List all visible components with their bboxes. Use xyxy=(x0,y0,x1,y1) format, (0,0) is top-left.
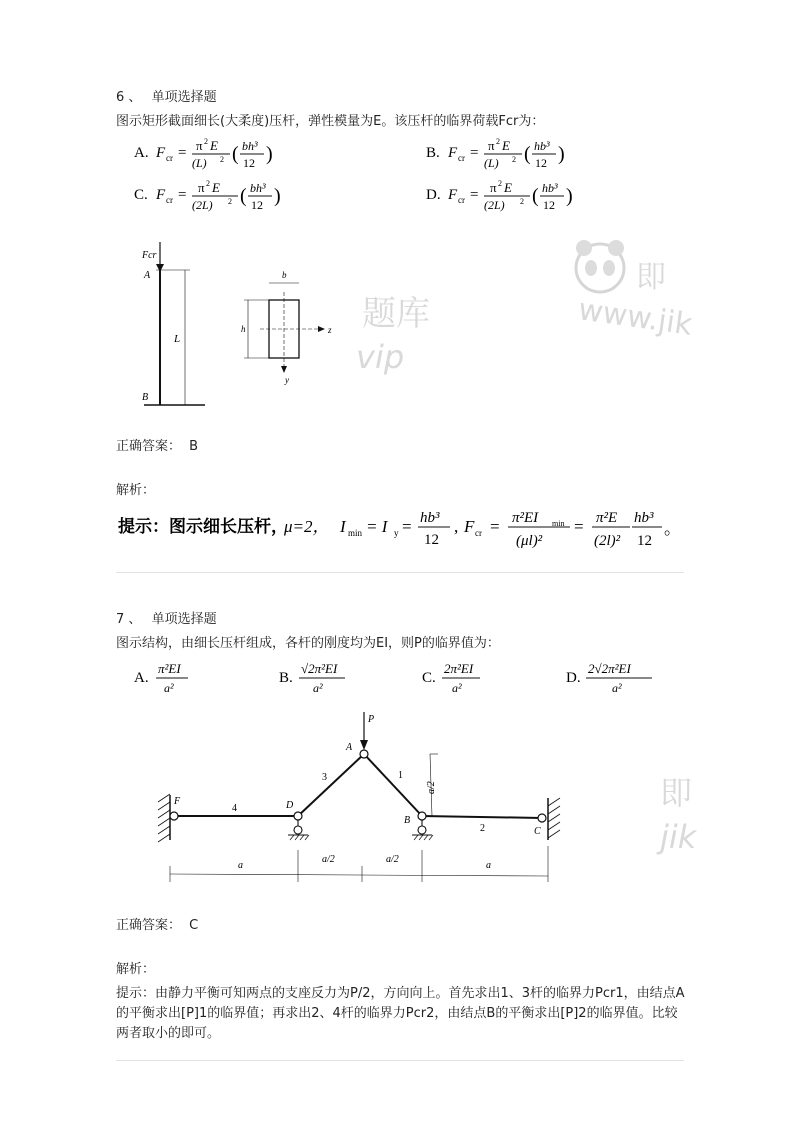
q7-node-b-label: B xyxy=(404,815,411,826)
q6-figure xyxy=(130,240,350,415)
q6-width-label: b xyxy=(282,270,287,280)
svg-text:E: E xyxy=(212,180,220,195)
q6-header xyxy=(116,88,217,107)
svg-text:=: = xyxy=(470,145,479,161)
q6-option-c[interactable] xyxy=(134,179,281,212)
q7-stem: 图示结构，由细长压杆组成，各杆的刚度均为EI，则P的临界值为： xyxy=(116,636,500,651)
q6-y-label: y xyxy=(285,375,289,385)
q7-node-d-label: D xyxy=(286,800,294,811)
svg-text:2: 2 xyxy=(496,137,500,146)
q7-dim4-label: a xyxy=(486,860,491,871)
svg-text:=: = xyxy=(470,187,479,203)
q6-hint-imin-sub: min xyxy=(348,528,363,538)
q6-height-label: h xyxy=(241,324,246,334)
watermark-text5: jik xyxy=(660,818,697,856)
q7-option-b-den: a² xyxy=(313,681,323,695)
watermark-brand: 即 xyxy=(636,260,666,295)
svg-text:F: F xyxy=(156,145,166,161)
svg-text:(: ( xyxy=(240,185,247,207)
q7-dim1-label: a xyxy=(238,860,243,871)
svg-text:2: 2 xyxy=(228,197,232,206)
watermark-text2: 题库 xyxy=(362,294,430,334)
q7-bar3-label: 3 xyxy=(322,772,327,783)
q7-load-label: P xyxy=(368,714,375,725)
q6-hint-mu: μ=2， xyxy=(284,517,330,536)
svg-text:): ) xyxy=(266,143,273,165)
q7-header xyxy=(116,610,217,629)
q7-option-a[interactable] xyxy=(134,661,188,695)
watermark-url: www.jik xyxy=(576,292,695,343)
svg-text:cr: cr xyxy=(166,195,173,205)
q6-hint-fcr: F xyxy=(464,517,475,536)
q6-hint xyxy=(118,502,681,552)
svg-text:2: 2 xyxy=(512,155,516,164)
watermark-text4: 即 xyxy=(660,774,693,812)
q6-answer-value: B xyxy=(189,439,199,454)
q7-option-c[interactable] xyxy=(422,661,480,695)
q6-bottom-label: B xyxy=(142,392,149,403)
q6-top-label: A xyxy=(144,270,151,281)
q7-type: 单项选择题 xyxy=(151,612,217,627)
svg-text:F: F xyxy=(448,145,458,161)
svg-text:2: 2 xyxy=(520,197,524,206)
svg-text:(: ( xyxy=(232,143,239,165)
q6-load-label: Fcr xyxy=(142,250,157,261)
q6-analysis-label: 解析： xyxy=(116,483,156,498)
q6-option-b[interactable] xyxy=(426,137,565,170)
q7-height-label: a/2 xyxy=(426,781,437,794)
svg-text:=: = xyxy=(402,517,412,536)
q6-hint-frac4-den: 12 xyxy=(637,533,652,549)
svg-text:=: = xyxy=(178,145,187,161)
q6-options xyxy=(130,133,690,213)
q7-dim2-label: a/2 xyxy=(322,854,335,865)
svg-text:E: E xyxy=(210,138,218,153)
svg-text:=: = xyxy=(490,517,500,536)
q7-node-c-label: C xyxy=(534,826,541,837)
q6-option-b-inertia: hb³ xyxy=(534,139,550,153)
svg-text:=: = xyxy=(178,187,187,203)
svg-text:(: ( xyxy=(532,185,539,207)
q6-option-c-inertia: bh³ xyxy=(250,181,266,195)
q7-analysis-text: 提示：由静力平衡可知两点的支座反力为P/2，方向向上。首先求出1、3杆的临界力Pcr1，由结点A的平衡求出[P]1的临界值；再求出2、4杆的临界力Pcr2，由结点B的平衡求出[P]2的临界值。比较两者取小的即可。 xyxy=(116,986,685,1041)
svg-text:π: π xyxy=(196,138,203,153)
q6-option-b-letter: B. xyxy=(426,145,440,161)
q7-options xyxy=(130,656,670,700)
q6-stem: 图示矩形截面细长(大柔度)压杆，弹性模量为E。该压杆的临界荷载Fcr为： xyxy=(116,114,545,129)
svg-text:=: = xyxy=(574,517,584,536)
svg-text:2: 2 xyxy=(206,179,210,188)
svg-text:cr: cr xyxy=(458,195,465,205)
q6-hint-fcr-sub: cr xyxy=(475,528,482,538)
q6-length-label: L xyxy=(174,333,181,345)
q6-type: 单项选择题 xyxy=(151,90,217,105)
svg-text:E: E xyxy=(504,180,512,195)
svg-text:12: 12 xyxy=(535,156,547,170)
q7-option-b[interactable] xyxy=(279,661,345,695)
q6-hint-frac2-num-sub: min xyxy=(552,519,565,528)
q7-option-d-letter: D. xyxy=(566,670,581,686)
q6-option-a[interactable] xyxy=(134,137,273,170)
q6-hint-frac2-num: π²EI xyxy=(512,510,539,526)
q6-hint-frac4-num: hb³ xyxy=(634,510,654,526)
svg-text:2: 2 xyxy=(204,137,208,146)
q6-answer xyxy=(116,437,198,456)
svg-text:cr: cr xyxy=(458,153,465,163)
q7-option-c-letter: C. xyxy=(422,670,436,686)
divider xyxy=(116,572,684,573)
q7-node-f-label: F xyxy=(174,796,181,807)
q7-option-c-den: a² xyxy=(452,681,462,695)
q6-option-d-inertia: hb³ xyxy=(542,181,558,195)
q6-option-a-inertia: bh³ xyxy=(242,139,258,153)
q7-apex-label: A xyxy=(346,742,353,753)
q7-option-a-letter: A. xyxy=(134,670,149,686)
q7-answer-value: C xyxy=(189,918,199,933)
svg-text:cr: cr xyxy=(166,153,173,163)
q6-option-d-length: (2L) xyxy=(484,198,505,212)
q7-figure xyxy=(150,710,570,890)
q7-bar1-label: 1 xyxy=(398,770,403,781)
svg-text:π: π xyxy=(490,180,497,195)
svg-text:12: 12 xyxy=(543,198,555,212)
q6-hint-prefix: 提示：图示细长压杆， xyxy=(118,517,288,536)
q6-hint-end: 。 xyxy=(664,519,681,538)
svg-text:12: 12 xyxy=(243,156,255,170)
q7-analysis-label: 解析： xyxy=(116,962,156,977)
q6-hint-iy: = I xyxy=(366,517,388,536)
q6-sep: 、 xyxy=(128,90,142,105)
q6-hint-frac3-den: (2l)² xyxy=(594,533,621,549)
q7-number: 7 xyxy=(116,612,125,627)
q7-bar4-label: 4 xyxy=(232,803,237,814)
q6-hint-frac1-den: 12 xyxy=(424,532,439,548)
q7-answer xyxy=(116,916,198,935)
svg-text:2: 2 xyxy=(498,179,502,188)
q7-option-d[interactable] xyxy=(566,661,652,695)
q6-number: 6 xyxy=(116,90,125,105)
q6-option-c-letter: C. xyxy=(134,187,148,203)
q6-hint-frac2-den: (μl)² xyxy=(516,533,543,549)
svg-text:12: 12 xyxy=(251,198,263,212)
q7-bar2-label: 2 xyxy=(480,823,485,834)
svg-text:): ) xyxy=(566,185,573,207)
svg-text:2: 2 xyxy=(220,155,224,164)
panda-logo-icon xyxy=(570,232,630,302)
svg-text:π: π xyxy=(198,180,205,195)
q7-option-b-letter: B. xyxy=(279,670,293,686)
q6-option-d-letter: D. xyxy=(426,187,441,203)
q7-option-c-num: 2π²EI xyxy=(444,661,474,676)
svg-text:F: F xyxy=(448,187,458,203)
q6-answer-label: 正确答案： xyxy=(116,439,182,454)
q6-hint-frac1-num: hb³ xyxy=(420,510,440,526)
svg-text:): ) xyxy=(274,185,281,207)
svg-text:F: F xyxy=(156,187,166,203)
svg-text:): ) xyxy=(558,143,565,165)
svg-text:E: E xyxy=(502,138,510,153)
q6-z-label: z xyxy=(328,325,332,335)
svg-text:π: π xyxy=(488,138,495,153)
q6-option-c-length: (2L) xyxy=(192,198,213,212)
watermark-text3: vip xyxy=(356,338,405,376)
q6-hint-frac3-num: π²E xyxy=(596,510,618,526)
q6-hint-imin: I xyxy=(340,517,346,536)
q7-answer-label: 正确答案： xyxy=(116,918,182,933)
q7-option-a-den: a² xyxy=(164,681,174,695)
q6-option-b-length: (L) xyxy=(484,156,499,170)
q6-option-d[interactable] xyxy=(426,179,573,212)
svg-text:(: ( xyxy=(524,143,531,165)
svg-text:,: , xyxy=(454,517,459,536)
q7-dim3-label: a/2 xyxy=(386,854,399,865)
q7-option-d-den: a² xyxy=(612,681,622,695)
divider xyxy=(116,1060,684,1061)
q7-option-d-num: 2√2π²EI xyxy=(588,661,631,676)
q7-option-b-num: √2π²EI xyxy=(301,661,338,676)
q7-sep: 、 xyxy=(128,612,142,627)
q6-hint-iy-sub: y xyxy=(394,528,399,538)
q7-option-a-num: π²EI xyxy=(158,661,181,676)
q6-option-a-length: (L) xyxy=(192,156,207,170)
q6-option-a-letter: A. xyxy=(134,145,149,161)
